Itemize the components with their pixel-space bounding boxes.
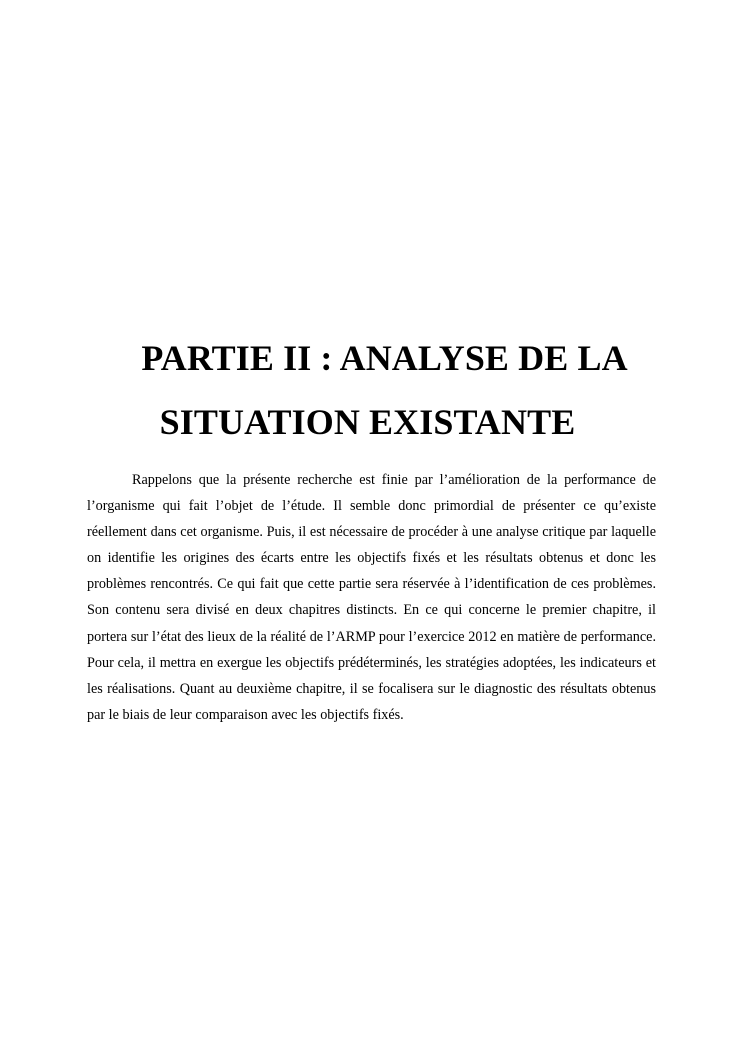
intro-paragraph: Rappelons que la présente recherche est finie par l’amélioration de la performance de l’organisme qui fait l’objet de l’étude. Il semble donc primordial de présenter ce qu’existe réellement dans cet organisme. Puis, il est nécessaire de procéder à une analyse critique par laquelle on identifie les origines des écarts entre les objectifs fixés et les résultats obtenus et donc les problèmes rencontrés. Ce qui fait que cette partie sera réservée à l’identification de ces problèmes. Son contenu sera divisé en deux chapitres distincts. En ce qui concerne le premier chapitre, il portera sur l’état des lieux de la réalité de l’ARMP pour l’exercice 2012 en matière de performance. Pour cela, il mettra en exergue les objectifs prédéterminés, les stratégies adoptées, les indicateurs et les réalisations. Quant au deuxième chapitre, il se focalisera sur le diagnostic des résultats obtenus par le biais de leur comparaison avec les objectifs fixés. — [87, 472, 656, 723]
part-title-line-1: PARTIE II : ANALYSE DE LA — [141, 338, 628, 378]
part-title-line-2: SITUATION EXISTANTE — [159, 402, 576, 442]
